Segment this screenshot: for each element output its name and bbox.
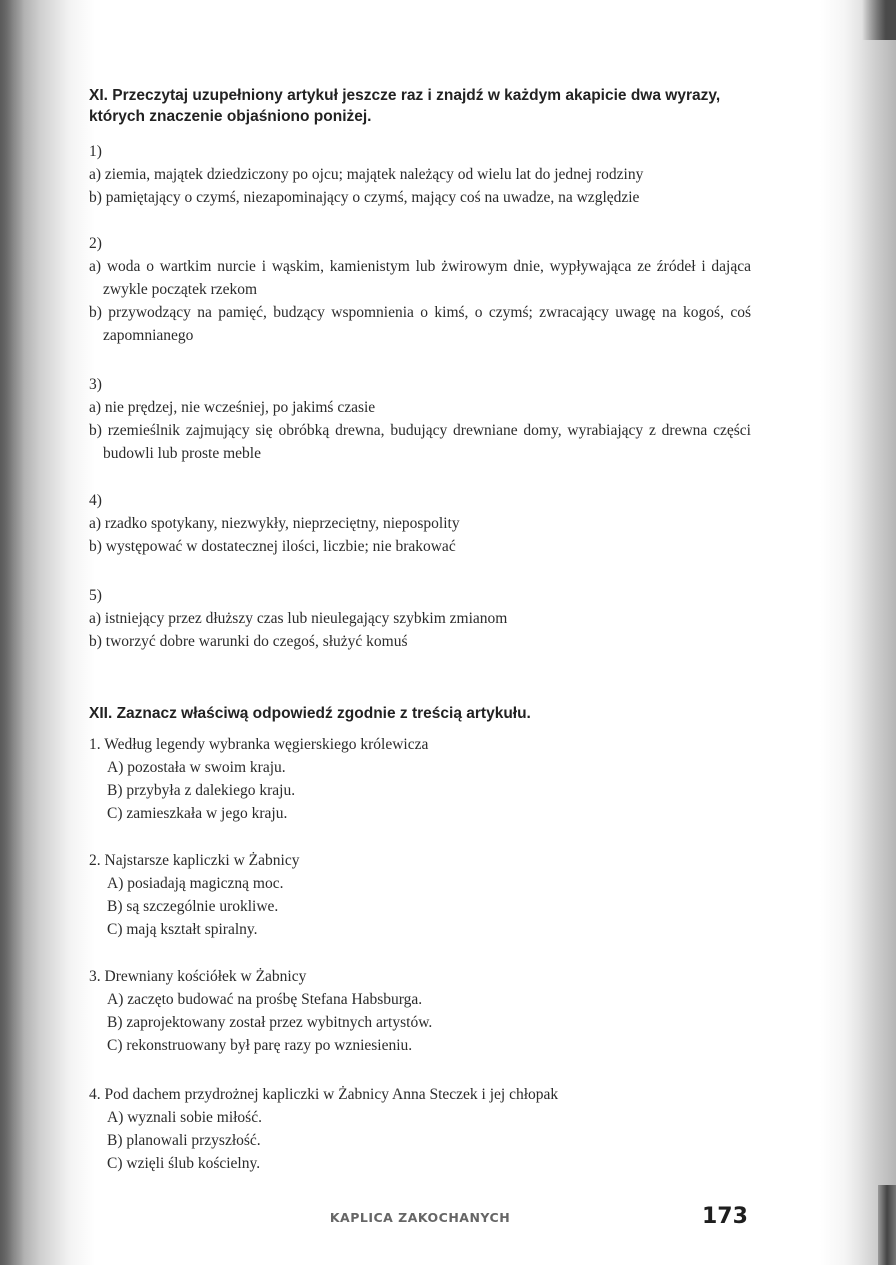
section-xii-heading: XII. Zaznacz właściwą odpowiedź zgodnie z treścią artykułu. — [89, 705, 531, 722]
definition-a: a) nie prędzej, nie wcześniej, po jakimś czasie — [89, 399, 376, 416]
answer-option-b: B) zaprojektowany został przez wybitnych artystów. — [107, 1014, 433, 1031]
definition-group-3 — [89, 373, 751, 465]
definition-group-4 — [89, 489, 751, 558]
page-edge-shadow — [862, 0, 896, 40]
definition-b: b) pamiętający o czymś, niezapominający o czymś, mający coś na uwadze, na względzie — [89, 189, 640, 206]
definition-group-5 — [89, 584, 751, 653]
question-text: 4. Pod dachem przydrożnej kapliczki w Żabnicy Anna Steczek i jej chłopak — [89, 1086, 559, 1103]
answer-option-a: A) pozostała w swoim kraju. — [107, 759, 286, 776]
definition-a: a) ziemia, majątek dziedziczony po ojcu; majątek należący od wielu lat do jednej rodziny — [89, 166, 644, 183]
group-number: 2) — [89, 235, 102, 252]
binding-shadow — [0, 0, 24, 1265]
running-footer-title: KAPLICA ZAKOCHANYCH — [329, 1210, 511, 1225]
question-text: 3. Drewniany kościółek w Żabnicy — [89, 968, 307, 985]
answer-option-c: C) wzięli ślub kościelny. — [107, 1155, 261, 1172]
section-xi-heading — [89, 85, 769, 127]
definition-group-2 — [89, 232, 751, 347]
section-xi-heading-line1: XI. Przeczytaj uzupełniony artykuł jeszcze raz i znajdź w każdym akapicie dwa wyrazy, — [89, 87, 721, 104]
definition-a: a) istniejący przez dłuższy czas lub nieulegający szybkim zmianom — [89, 610, 508, 627]
definition-a: a) woda o wartkim nurcie i wąskim, kamienistym lub żwirowym dnie, wypływająca ze źródeł i dająca zwykle początek rzekom — [89, 258, 751, 298]
question-2 — [89, 849, 789, 941]
group-number: 4) — [89, 492, 102, 509]
definition-b: b) przywodzący na pamięć, budzący wspomnienia o kimś, o czymś; zwracający uwagę na kogoś, coś zapomnianego — [89, 304, 751, 344]
answer-option-b: B) przybyła z dalekiego kraju. — [107, 782, 296, 799]
page-number: 173 — [702, 1204, 748, 1229]
definition-b: b) rzemieślnik zajmujący się obróbką drewna, budujący drewniane domy, wyrabiający z drewna części budowli lub proste meble — [89, 422, 751, 462]
question-3 — [89, 965, 789, 1057]
group-number: 5) — [89, 587, 102, 604]
question-4 — [89, 1083, 789, 1175]
answer-option-a: A) zaczęto budować na prośbę Stefana Habsburga. — [107, 991, 423, 1008]
answer-option-c: C) rekonstruowany był parę razy po wzniesieniu. — [107, 1037, 413, 1054]
group-number: 3) — [89, 376, 102, 393]
answer-option-b: B) planowali przyszłość. — [107, 1132, 261, 1149]
answer-option-a: A) wyznali sobie miłość. — [107, 1109, 262, 1126]
answer-option-b: B) są szczególnie urokliwe. — [107, 898, 279, 915]
question-text: 2. Najstarsze kapliczki w Żabnicy — [89, 852, 300, 869]
page-edge-marker — [878, 1185, 896, 1265]
definition-b: b) występować w dostatecznej ilości, liczbie; nie brakować — [89, 538, 456, 555]
definition-b: b) tworzyć dobre warunki do czegoś, służyć komuś — [89, 633, 408, 650]
answer-option-a: A) posiadają magiczną moc. — [107, 875, 284, 892]
definition-a: a) rzadko spotykany, niezwykły, nieprzeciętny, niepospolity — [89, 515, 460, 532]
answer-option-c: C) zamieszkała w jego kraju. — [107, 805, 288, 822]
answer-option-c: C) mają kształt spiralny. — [107, 921, 258, 938]
question-text: 1. Według legendy wybranka węgierskiego królewicza — [89, 736, 429, 753]
group-number: 1) — [89, 143, 102, 160]
question-1 — [89, 733, 789, 825]
definition-group-1 — [89, 140, 751, 209]
section-xi-heading-line2: których znaczenie objaśniono poniżej. — [89, 108, 372, 125]
